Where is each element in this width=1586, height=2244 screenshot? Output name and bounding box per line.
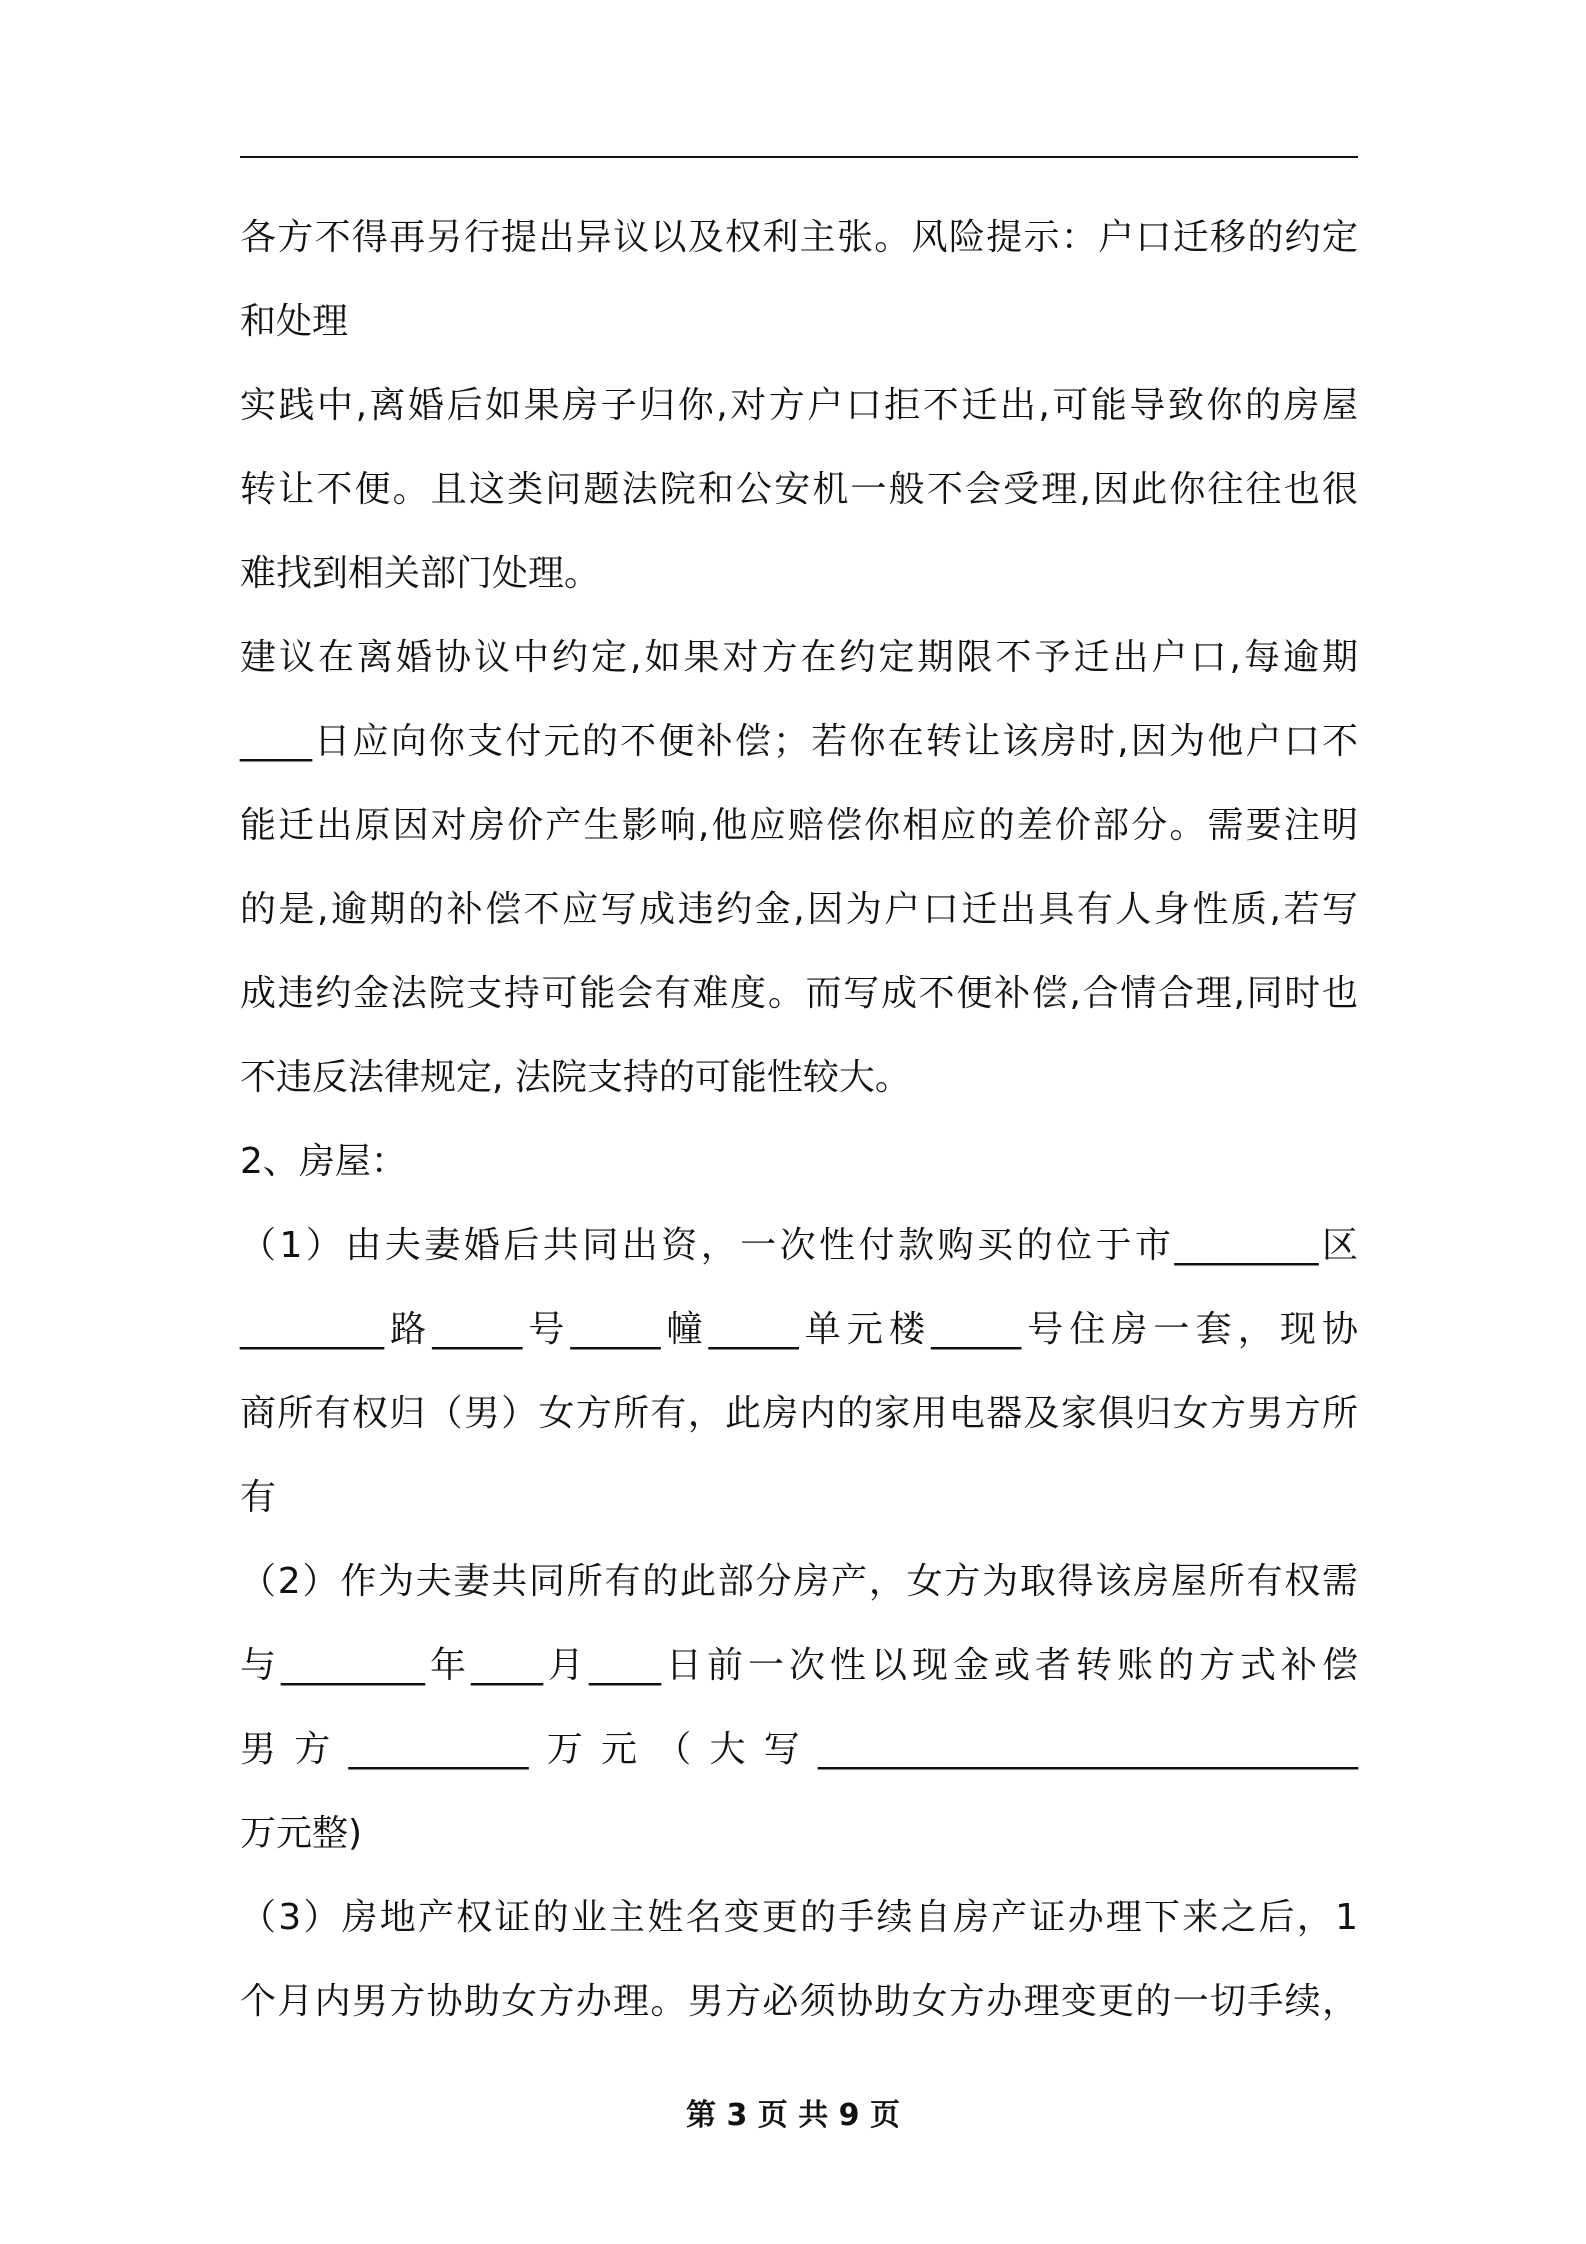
text-line-19: 男方__________万元（大写______________________________: [240, 1729, 1358, 1770]
text-line-13: （1）由夫妻婚后共同出资，一次性付款购买的位于市________区: [240, 1225, 1358, 1266]
text-line-18: 与________年____月____日前一次性以现金或者转账的方式补偿: [240, 1645, 1358, 1686]
section-heading-2: 2、房屋：: [240, 1141, 407, 1182]
text-line-15: 商所有权归（男）女方所有，此房内的家用电器及家俱归女方男方所: [240, 1393, 1358, 1434]
text-line-3: 实践中,离婚后如果房子归你,对方户口拒不迁出,可能导致你的房屋: [240, 385, 1358, 426]
text-line-9: 的是,逾期的补偿不应写成违约金,因为户口迁出具有人身性质,若写: [240, 889, 1358, 930]
text-line-14: ________路_____号_____幢_____单元楼_____号住房一套，现协: [240, 1309, 1358, 1350]
document-body: [240, 196, 1358, 2044]
text-line-17: （2）作为夫妻共同所有的此部分房产，女方为取得该房屋所有权需: [240, 1561, 1358, 1602]
text-line-6: 建议在离婚协议中约定,如果对方在约定期限不予迁出户口,每逾期: [240, 637, 1358, 678]
text-line-11: 不违反法律规定, 法院支持的可能性较大。: [240, 1057, 911, 1098]
text-line-10: 成违约金法院支持可能会有难度。而写成不便补偿,合情合理,同时也: [240, 973, 1358, 1014]
page-number-footer: 第 3 页 共 9 页: [686, 2098, 900, 2133]
text-line-1: 各方不得再另行提出异议以及权利主张。风险提示：户口迁移的约定: [240, 217, 1358, 258]
text-line-2: 和处理: [240, 301, 349, 342]
text-line-21: （3）房地产权证的业主姓名变更的手续自房产证办理下来之后，1: [240, 1897, 1358, 1938]
text-line-16: 有: [240, 1477, 277, 1518]
text-line-20: 万元整): [240, 1813, 363, 1854]
text-line-7: ____日应向你支付元的不便补偿；若你在转让该房时,因为他户口不: [240, 721, 1358, 762]
text-line-8: 能迁出原因对房价产生影响,他应赔偿你相应的差价部分。需要注明: [240, 805, 1358, 846]
text-line-22: 个月内男方协助女方办理。男方必须协助女方办理变更的一切手续，: [240, 1981, 1358, 2022]
text-line-4: 转让不便。且这类问题法院和公安机一般不会受理,因此你往往也很: [240, 469, 1358, 510]
header-rule: [240, 156, 1358, 158]
text-line-5: 难找到相关部门处理。: [240, 553, 601, 594]
